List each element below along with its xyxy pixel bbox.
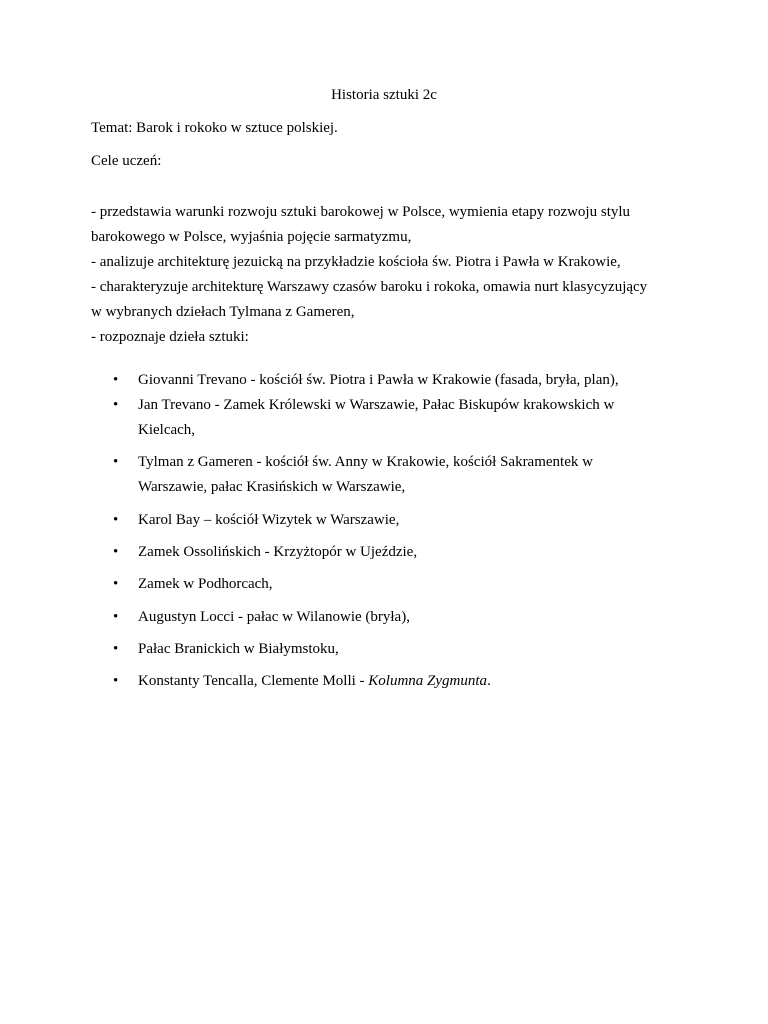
goal-line: w wybranych dziełach Tylmana z Gameren,: [91, 304, 355, 320]
bullet-icon: •: [113, 641, 119, 657]
bullet-icon: •: [113, 673, 119, 689]
bullet-icon: •: [113, 397, 119, 413]
list-item-line: Kielcach,: [138, 422, 196, 438]
bullet-icon: •: [113, 372, 119, 388]
list-item-line: Zamek w Podhorcach,: [138, 576, 273, 592]
goal-line: - analizuje architekturę jezuicką na przykładzie kościoła św. Piotra i Pawła w Krakowie,: [91, 254, 621, 270]
list-item-text: [138, 450, 593, 500]
list-item-line: Giovanni Trevano - kościół św. Piotra i Pawła w Krakowie (fasada, bryła, plan),: [138, 372, 619, 388]
list-item-text: [138, 393, 614, 443]
goal-line: - charakteryzuje architekturę Warszawy czasów baroku i rokoka, omawia nurt klasycyzujący: [91, 279, 648, 295]
list-item-line: Warszawie, pałac Krasińskich w Warszawie,: [138, 479, 406, 495]
bullet-icon: •: [113, 512, 119, 528]
goal-line: - rozpoznaje dzieła sztuki:: [91, 329, 249, 345]
document-title: Historia sztuki 2c: [331, 87, 437, 103]
goals-heading: Cele uczeń:: [91, 153, 162, 169]
list-item-line: Karol Bay – kościół Wizytek w Warszawie,: [138, 512, 400, 528]
topic-line: Temat: Barok i rokoko w sztuce polskiej.: [91, 120, 338, 136]
list-item-line: Jan Trevano - Zamek Królewski w Warszawie, Pałac Biskupów krakowskich w: [138, 397, 615, 413]
list-item-text: [138, 572, 273, 597]
list-item-text: [138, 540, 417, 565]
goal-line: - przedstawia warunki rozwoju sztuki barokowej w Polsce, wymienia etapy rozwoju stylu: [91, 204, 631, 220]
list-item-line: Tylman z Gameren - kościół św. Anny w Krakowie, kościół Sakramentek w: [138, 454, 593, 470]
bullet-icon: •: [113, 544, 119, 560]
list-item-line: Pałac Branickich w Białymstoku,: [138, 641, 339, 657]
list-item-text: [138, 637, 339, 662]
bullet-icon: •: [113, 454, 119, 470]
list-item-line: Zamek Ossolińskich - Krzyżtopór w Ujeździe,: [138, 544, 418, 560]
bullet-icon: •: [113, 576, 119, 592]
list-item-punctuation: .: [487, 673, 491, 689]
artwork-title-italic: Kolumna Zygmunta: [368, 673, 488, 689]
goal-line: barokowego w Polsce, wyjaśnia pojęcie sarmatyzmu,: [91, 229, 412, 245]
list-item-line: Konstanty Tencalla, Clemente Molli -: [138, 673, 369, 689]
list-item-line: Augustyn Locci - pałac w Wilanowie (bryła),: [138, 609, 410, 625]
bullet-icon: •: [113, 609, 119, 625]
list-item-text: [138, 508, 399, 533]
list-item-text: [138, 669, 491, 694]
list-item-text: [138, 368, 619, 393]
list-item-text: [138, 605, 410, 630]
